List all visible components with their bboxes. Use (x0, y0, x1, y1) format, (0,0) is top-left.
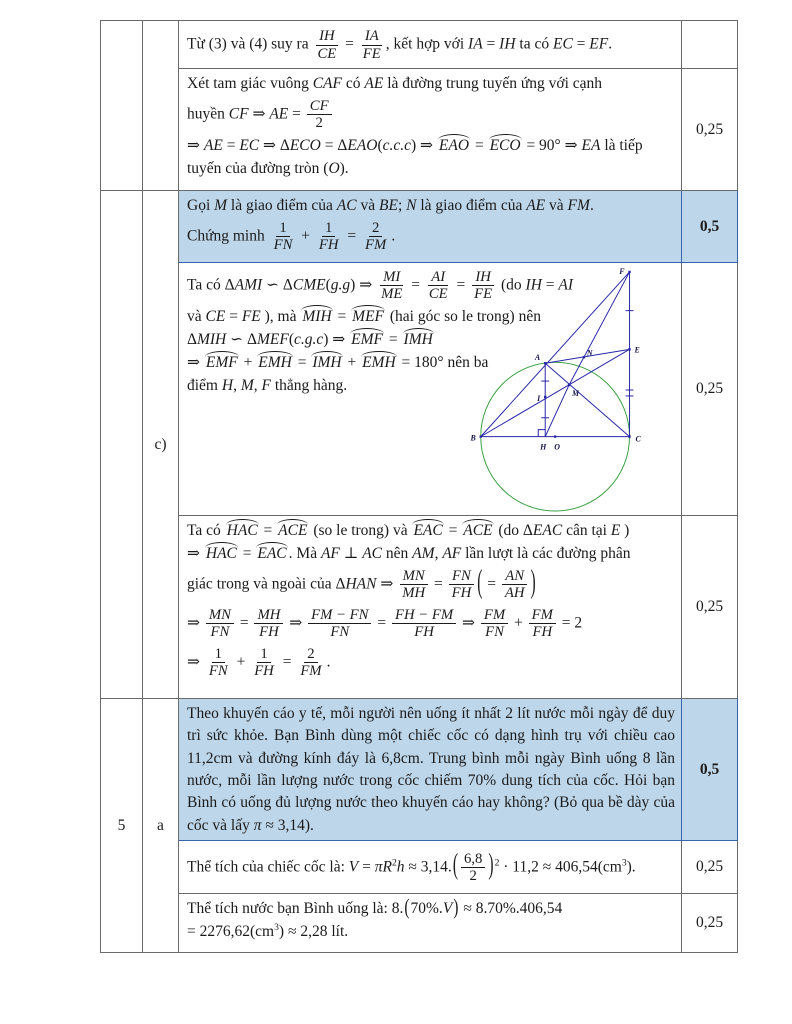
text-line: Chứng minh $\frac{1}{FN}$ + $\frac{1}{FH}$ = $\frac{2}{FM}$ . (187, 220, 396, 254)
text-line: Thể tích nước bạn Bình uống là: 8.(70%.V) ≈ 8.70%.406,54 (187, 895, 563, 920)
text-line: ⇒ HAC = EAC . Mà AF ⊥ AC nên AM, AF lần lượt là các đường phân (187, 543, 675, 565)
text-line: và CE = FE ), mà MIH = MEF (hai góc so le trong) nên (187, 306, 675, 328)
points-cell: 0,5 (682, 699, 738, 841)
geometry-figure-svg (465, 265, 677, 515)
points-cell (682, 21, 738, 69)
answer-key-table (100, 20, 738, 953)
table-row (101, 263, 738, 516)
table-row (101, 699, 738, 841)
text-line: Ta có ΔAMI ∽ ΔCME(g.g) ⇒ $\frac{MI}{ME}$ = $\frac{AI}{CE}$ = $\frac{IH}{FE}$ (do IH = AI (187, 269, 574, 303)
solution-text-r2 (187, 73, 675, 180)
text-line: Gọi M là giao điểm của AC và BE; N là giao điểm của AE và FM. (187, 197, 594, 214)
point-label-M: M (571, 388, 580, 398)
solution-cell-r3-highlighted (179, 191, 682, 263)
text-line: ΔMIH ∽ ΔMEF(c.g.c) ⇒ EMF = IMH (187, 329, 675, 351)
text-line: huyền CF ⇒ AE = $\frac{CF}{2}$ (187, 96, 675, 134)
text-line: = $2276,62(cm^3) \approx 2,28$ lít. (187, 921, 349, 940)
points-cell: 0,25 (682, 516, 738, 699)
solution-cell-r7 (179, 841, 682, 894)
point-label-C: C (635, 434, 641, 444)
text-line: Từ (3) và (4) suy ra $\frac{IH}{CE}$ = $\frac{IA}{FE}$ , kết hợp với IA = IH ta có EC = EF. (187, 28, 613, 62)
text-line: tuyến của đường tròn (O). (187, 159, 349, 177)
point-label-I: I (537, 393, 541, 403)
point-label-E: E (634, 345, 640, 355)
text-line: Theo khuyến cáo y tế, mỗi người nên uống ít nhất 2 lít nước mỗi ngày để duy trì sức khỏe. Bạn Bình dùng một chiếc cốc có dạng hình trụ với chiều cao 11,2cm và đường kính đáy là 6,8cm. Trung bình mỗi ngày Bình uống 8 lần nước, mỗi lần lượng nước trong cốc chiếm 70% dung tích của cốc. Hỏi bạn Bình có uống đủ lượng nước theo khuyến cáo hay không? (Bỏ qua bề dày của cốc và lấy π ≈ 3,14). (187, 705, 675, 834)
part-label-cell: c) (143, 191, 179, 699)
solution-cell-r4 (179, 263, 682, 516)
point-label-F: F (619, 266, 625, 276)
solution-text-r1 (187, 26, 675, 64)
points-cell: 0,25 (682, 894, 738, 953)
right-angle-mark (538, 430, 545, 437)
solution-cell-r8 (179, 894, 682, 953)
point-label-A: A (534, 353, 541, 363)
points-cell: 0,25 (682, 69, 738, 191)
solution-cell-r2 (179, 69, 682, 191)
text-line: giác trong và ngoài của ΔHAN ⇒ $\frac{MN}{MH}$ = $\frac{FN}{FH}$ ( = $\frac{AN}{AH}$ ) (187, 564, 536, 602)
solution-cell-r1 (179, 21, 682, 69)
text-line: ⇒ $\frac{MN}{FN}$ = $\frac{MH}{FH}$ ⇒ $\frac{FM - FN}{FN}$ = $\frac{FH - FM}{FH}$ ⇒ $\frac{FM}{FN}$ + $\frac{FM}{FH}$ = 2 (187, 606, 583, 641)
text-line: Ta có HAC = ACE (so le trong) và EAC = ACE (do ΔEAC cân tại E ) (187, 520, 675, 542)
table-row (101, 21, 738, 69)
point-label-N: N (586, 348, 593, 358)
point-label-B: B (470, 433, 476, 443)
points-cell: 0,25 (682, 263, 738, 516)
part-label-cell (143, 21, 179, 191)
problem-statement-text (187, 703, 675, 837)
table-row (101, 841, 738, 894)
table-row (101, 69, 738, 191)
point-label-H: H (540, 442, 547, 452)
text-line: ⇒ AE = EC ⇒ ΔECO = ΔEAO(c.c.c) ⇒ EAO = ECO = 90° ⇒ EA là tiếp (187, 135, 675, 157)
text-line: ⇒ EMF + EMH = IMH + EMH = 180° nên ba (187, 352, 675, 374)
points-cell: 0,5 (682, 191, 738, 263)
table-row (101, 191, 738, 263)
solution-text-r5 (187, 520, 675, 682)
text-line: Thể tích của chiếc cốc là: $V = \pi R^2h \approx 3,14$.( $\frac{6,8}{2}$ )$^2 \cdot 11,2 \approx 406,54(cm^3)$. (187, 848, 636, 884)
figure-point-labels (469, 267, 641, 452)
text-line: điểm H, M, F thẳng hàng. (187, 376, 348, 394)
problem-statement-cell-highlighted (179, 699, 682, 841)
table-row (101, 894, 738, 953)
figure-segments (481, 272, 634, 437)
solution-text-r3 (187, 195, 675, 256)
question-number-cell: 5 (101, 699, 143, 953)
text-line: Xét tam giác vuông CAF có AE là đường trung tuyến ứng với cạnh (187, 75, 603, 92)
solution-text-r7 (187, 849, 675, 887)
text-line: ⇒ $\frac{1}{FN}$ + $\frac{1}{FH}$ = $\frac{2}{FM}$ . (187, 645, 331, 680)
solution-text-r8 (187, 895, 675, 943)
point-label-O: O (554, 442, 560, 452)
question-number-cell (101, 21, 143, 191)
question-number-cell (101, 191, 143, 699)
table-row (101, 516, 738, 699)
part-label-cell: a (143, 699, 179, 953)
solution-cell-r5 (179, 516, 682, 699)
points-cell: 0,25 (682, 841, 738, 894)
geometry-figure (465, 265, 677, 515)
